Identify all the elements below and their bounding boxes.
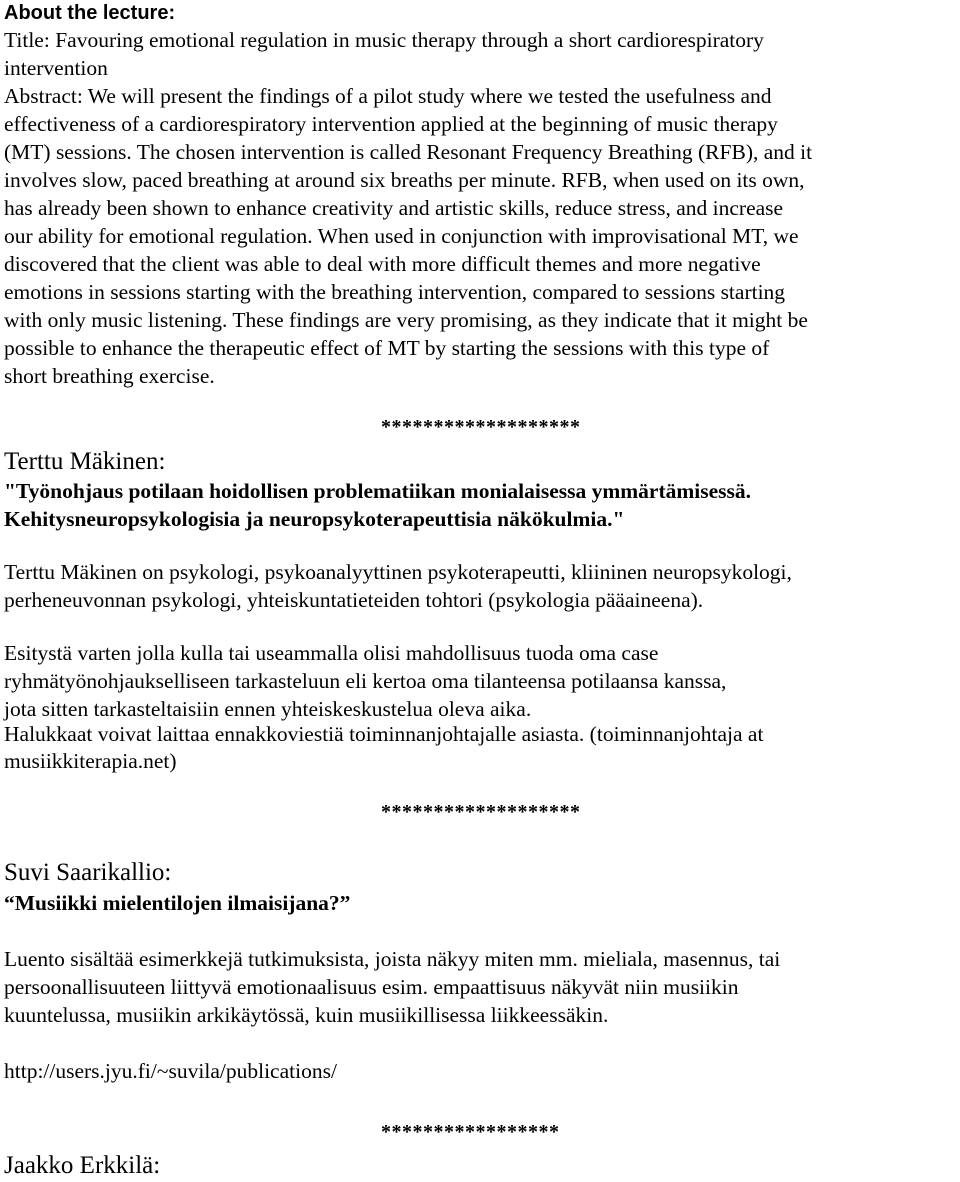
section-separator: ******************* (381, 801, 581, 823)
lecture-heading: About the lecture: (4, 2, 176, 24)
talk-topic-line: "Työnohjaus potilaan hoidollisen problematiikan monialaisessa ymmärtämisessä. (4, 479, 752, 503)
abstract-line: Abstract: We will present the findings of a pilot study where we tested the usefulness and (4, 84, 772, 108)
info-line: jota sitten tarkasteltaisiin ennen yhteiskeskustelua oleva aika. (4, 697, 532, 721)
abstract-line: effectiveness of a cardiorespiratory intervention applied at the beginning of music therapy (4, 112, 778, 136)
abstract-line: emotions in sessions starting with the breathing intervention, compared to sessions starting (4, 280, 786, 304)
info-line: musiikkiterapia.net) (4, 749, 177, 773)
speaker-name: Terttu Mäkinen: (4, 448, 166, 475)
abstract-line: possible to enhance the therapeutic effect of MT by starting the sessions with this type of (4, 336, 770, 360)
abstract-line: with only music listening. These findings are very promising, as they indicate that it might be (4, 308, 808, 332)
speaker-name: Jaakko Erkkilä: (4, 1152, 161, 1179)
talk-topic: “Musiikki mielentilojen ilmaisijana?” (4, 891, 351, 915)
speaker-name: Suvi Saarikallio: (4, 859, 172, 886)
abstract-line: our ability for emotional regulation. When used in conjunction with improvisational MT, we (4, 224, 799, 248)
abstract-line: (MT) sessions. The chosen intervention is called Resonant Frequency Breathing (RFB), and it (4, 140, 813, 164)
talk-description-line: kuuntelussa, musiikin arkikäytössä, kuin musiikillisessa liikkeessäkin. (4, 1003, 609, 1027)
info-line: Esitystä varten jolla kulla tai useammalla olisi mahdollisuus tuoda oma case (4, 641, 659, 665)
publications-link[interactable]: http://users.jyu.fi/~suvila/publications/ (4, 1059, 337, 1083)
lecture-title-line: Title: Favouring emotional regulation in music therapy through a short cardiorespiratory (4, 28, 764, 52)
lecture-title-line: intervention (4, 56, 108, 80)
speaker-bio-line: Terttu Mäkinen on psykologi, psykoanalyyttinen psykoterapeutti, kliininen neuropsykologi, (4, 560, 792, 584)
abstract-line: short breathing exercise. (4, 364, 215, 388)
info-line: Halukkaat voivat laittaa ennakkoviestiä toiminnanjohtajalle asiasta. (toiminnanjohtaja at (4, 722, 764, 746)
section-separator: ***************** (381, 1121, 560, 1143)
section-separator: ******************* (381, 416, 581, 438)
info-line: ryhmätyönohjaukselliseen tarkasteluun eli kertoa oma tilanteensa potilaansa kanssa, (4, 669, 727, 693)
talk-description-line: Luento sisältää esimerkkejä tutkimuksista, joista näkyy miten mm. mieliala, masennus, tai (4, 947, 781, 971)
abstract-line: discovered that the client was able to deal with more difficult themes and more negative (4, 252, 761, 276)
abstract-line: has already been shown to enhance creativity and artistic skills, reduce stress, and increase (4, 196, 784, 220)
talk-description-line: persoonallisuuteen liittyvä emotionaalisuus esim. empaattisuus näkyvät niin musiikin (4, 975, 739, 999)
abstract-line: involves slow, paced breathing at around six breaths per minute. RFB, when used on its own, (4, 168, 805, 192)
speaker-bio-line: perheneuvonnan psykologi, yhteiskuntatieteiden tohtori (psykologia pääaineena). (4, 588, 704, 612)
talk-topic-line: Kehitysneuropsykologisia ja neuropsykoterapeuttisia näkökulmia." (4, 507, 625, 531)
